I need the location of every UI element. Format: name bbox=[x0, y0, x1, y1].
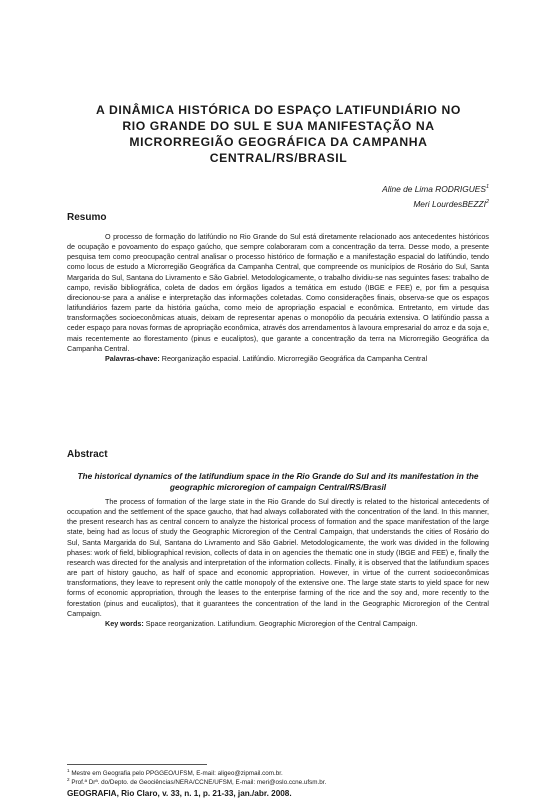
author-list bbox=[229, 181, 489, 211]
title-line: RIO GRANDE DO SUL E SUA MANIFESTAÇÃO NA bbox=[122, 119, 435, 133]
keywords-text: Space reorganization. Latifundium. Geographic Microregion of the Central Campaign. bbox=[145, 618, 418, 628]
resumo-body: O processo de formação do latifúndio no Rio Grande do Sul está diretamente relacionado aos antecedentes históricos de ocupação e povoamento do espaço gaúcho, que sempre colaboraram com a concentração da terra. Desse modo, a presente pesquisa tem como preocupação central analisar o processo histórico de formação e a manifestação espacial do latifúndio, tendo como locus de estudo a Microrregião Geográfica da Campanha Central, que compreende os municípios de Rosário do Sul, Santa Margarida do Sul, Santana do Livramento e São Gabriel. Metodologicamente, o trabalho dividiu-se nas seguintes fases: trabalho de campo, revisão bibliográfica, coleta de dados em órgãos ligados a temática em estudo (IBGE e FEE) e, por fim a pesquisa direcionou-se para a análise e interpretação das informações coletadas. Como considerações finais, observa-se que os espaços latifundiários fazem parte da história gaúcha, como meio de apropriação espacial e econômica. Entretanto, em virtude das transformações socioeconômicas atuais, deixam de representar apenas o monopólio da pecuária extensiva. O latifúndio passa a ceder espaço para novas formas de apropriação econômica, através dos arrendamentos à lavoura empresarial do arroz e da soja e, mais recentemente ao florestamento (pinus e eucaliptos), que garante a concentração da terra na Microrregião Geográfica da Campanha Central. bbox=[67, 232, 489, 353]
author-name: Aline de Lima RODRIGUES bbox=[382, 183, 486, 194]
abstract-keywords bbox=[67, 619, 489, 629]
journal-footer: GEOGRAFIA, Rio Claro, v. 33, n. 1, p. 21-33, jan./abr. 2008. bbox=[67, 789, 292, 798]
resumo-section bbox=[67, 232, 489, 364]
abstract-body: The process of formation of the large state in the Rio Grande do Sul directly is related to the historical antecedents of occupation and the settlement of the space gaucho, that had always collaborated with the concentration of the land. In this manner, the present research has as central concern to analyze the historical process of formation and the space manifestation of the large state, being had as locus of study the Geographic Microregion of the Central Campaign, that understands the cities of Rosário do Sul, Santa Margarida do Sul, Santana do Livramento and São Gabriel. Metodologicamente, the work was divided in the following phases: work of field, bibliographical revision, collects of data in on agencies the thematic one in study (IBGE and FEE) e, finally the research was directed for the analysis and interpretation of the information collects. Finally, it is observed that the latifundium spaces are part of history gaucho, as half of space and economic appropriation. However, in virtue of the current socioeconômicas transformations, they leave to represent only the cattle monopoly of the extensive one. The large state starts to yield space for new forms of economic appropriation, through the leases to the enterprise farming of the rice and the soy and, more recently to the forestation (pinus and eucaliptos), that it guarantees the concentration of the land in the Geographic Microregion of the Central Campaign. bbox=[67, 497, 489, 618]
footnote-text: Prof.ª Drª. do/Depto. de Geociências/NERA/CCNE/UFSM, E-mail: meri@oslo.ccne.ufsm.br. bbox=[71, 779, 327, 787]
footnote-mark: 1 bbox=[67, 768, 70, 773]
keywords-label: Key words: bbox=[105, 618, 144, 628]
title-line: MICRORREGIÃO GEOGRÁFICA DA CAMPANHA bbox=[129, 135, 428, 149]
author bbox=[229, 181, 489, 196]
resumo-heading: Resumo bbox=[67, 212, 107, 223]
footnote bbox=[67, 776, 489, 787]
abstract-title: The historical dynamics of the latifundium space in the Rio Grande do Sul and its manifestation in the geographic microregion of campaign Central/RS/Brasil bbox=[77, 471, 479, 492]
author bbox=[229, 196, 489, 211]
title-line: CENTRAL/RS/BRASIL bbox=[209, 151, 348, 165]
footnote-mark: 2 bbox=[67, 777, 70, 782]
keywords-text: Reorganização espacial. Latifúndio. Microrregião Geográfica da Campanha Central bbox=[161, 353, 428, 363]
author-name: Meri LourdesBEZZI bbox=[413, 198, 486, 209]
author-footnote-mark: 2 bbox=[485, 198, 489, 205]
footnote-text: Mestre em Geografia pelo PPGGEO/UFSM, E-mail: aligeo@zipmail.com.br. bbox=[71, 770, 283, 778]
resumo-keywords bbox=[67, 354, 489, 364]
keywords-label: Palavras-chave: bbox=[105, 353, 160, 363]
author-footnote-mark: 1 bbox=[485, 184, 489, 190]
article-title bbox=[70, 102, 487, 166]
abstract-section bbox=[67, 497, 489, 629]
title-line: A DINÂMICA HISTÓRICA DO ESPAÇO LATIFUNDIÁRIO NO bbox=[96, 103, 461, 117]
abstract-heading: Abstract bbox=[67, 449, 108, 460]
footnote-divider bbox=[67, 764, 207, 765]
